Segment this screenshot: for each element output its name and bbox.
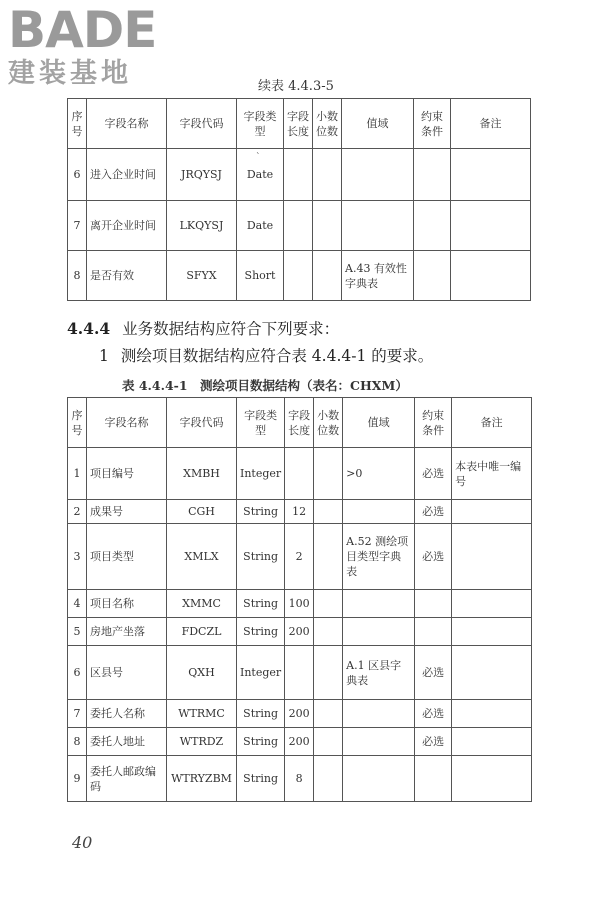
table-row: [68, 590, 532, 618]
table-row: [68, 500, 532, 524]
table-cell: [452, 524, 532, 590]
table-cell: 8: [68, 251, 87, 301]
table-cell: A.52 测绘项目类型字典表: [343, 524, 415, 590]
section-text: 业务数据结构应符合下列要求：: [122, 320, 340, 338]
header-cell: 约束条件: [414, 99, 451, 149]
table-cell: Date: [237, 201, 284, 251]
table-cell: 委托人地址: [87, 728, 167, 756]
table-row: [68, 646, 532, 700]
table-cell: [343, 756, 415, 802]
table-cell: [314, 590, 343, 618]
table-cell: 200: [285, 618, 314, 646]
table-cell: [415, 590, 452, 618]
header-cell: 字段名称: [87, 398, 167, 448]
table-cell: [343, 500, 415, 524]
table-cell: 200: [285, 728, 314, 756]
table-cell: [452, 646, 532, 700]
table-cell: [314, 524, 343, 590]
page-number: 40: [72, 833, 93, 852]
table-b: [67, 397, 532, 802]
table-cell: String: [237, 618, 285, 646]
table-a-caption: 续表 4.4.3-5: [258, 79, 334, 94]
table-cell: [343, 700, 415, 728]
header-row: [68, 99, 531, 149]
table-cell: CGH: [167, 500, 237, 524]
mark-tick: ˋ: [256, 153, 261, 163]
table-cell: 房地产坐落: [87, 618, 167, 646]
table-cell: A.1 区县字典表: [343, 646, 415, 700]
header-cell: 序号: [68, 398, 87, 448]
table-cell: String: [237, 500, 285, 524]
table-cell: 2: [285, 524, 314, 590]
logo-subtext: 建装基地: [8, 58, 132, 89]
table-cell: [451, 251, 531, 301]
section-heading: [67, 317, 339, 339]
header-cell: 序号: [68, 99, 87, 149]
table-cell: 8: [285, 756, 314, 802]
table-cell: [452, 756, 532, 802]
table-cell: [414, 201, 451, 251]
table-cell: [343, 590, 415, 618]
table-cell: 6: [68, 646, 87, 700]
table-cell: Integer: [237, 448, 285, 500]
header-cell: 值域: [342, 99, 414, 149]
table-cell: WTRYZBM: [167, 756, 237, 802]
section-number: 4.4.4: [67, 319, 111, 338]
table-cell: 本表中唯一编号: [452, 448, 532, 500]
table-cell: [451, 201, 531, 251]
table-cell: [342, 149, 414, 201]
table-cell: [284, 149, 313, 201]
header-cell: 字段名称: [87, 99, 167, 149]
table-cell: [313, 149, 342, 201]
table-cell: 是否有效: [87, 251, 167, 301]
table-cell: [314, 448, 343, 500]
table-row: [68, 251, 531, 301]
header-cell: 约束条件: [415, 398, 452, 448]
table-cell: 项目类型: [87, 524, 167, 590]
section-item: [99, 344, 433, 366]
table-cell: [452, 700, 532, 728]
table-cell: 12: [285, 500, 314, 524]
table-cell: 必选: [415, 646, 452, 700]
table-cell: 必选: [415, 448, 452, 500]
table-row: [68, 149, 531, 201]
table-cell: [285, 646, 314, 700]
header-cell: 字段代码: [167, 398, 237, 448]
header-cell: 小数位数: [313, 99, 342, 149]
table-cell: 必选: [415, 700, 452, 728]
header-cell: 字段类型: [237, 99, 284, 149]
header-cell: 字段代码: [167, 99, 237, 149]
table-cell: 必选: [415, 728, 452, 756]
table-cell: [414, 251, 451, 301]
table-cell: [452, 618, 532, 646]
table-cell: LKQYSJ: [167, 201, 237, 251]
table-b-caption: 表 4.4.4-1 测绘项目数据结构（表名：CHXM）: [122, 378, 408, 393]
table-cell: [313, 201, 342, 251]
table-cell: 项目编号: [87, 448, 167, 500]
table-cell: [342, 201, 414, 251]
table-cell: [415, 618, 452, 646]
header-row: [68, 398, 532, 448]
table-cell: 8: [68, 728, 87, 756]
item-text: 测绘项目数据结构应符合表 4.4.4-1 的要求。: [120, 347, 434, 365]
table-cell: [314, 500, 343, 524]
table-cell: [452, 590, 532, 618]
table-cell: 委托人邮政编码: [87, 756, 167, 802]
table-row: [68, 618, 532, 646]
logo-text: BADE: [8, 1, 157, 59]
table-cell: 项目名称: [87, 590, 167, 618]
table-cell: 1: [68, 448, 87, 500]
table-cell: 3: [68, 524, 87, 590]
table-cell: 成果号: [87, 500, 167, 524]
table-cell: 7: [68, 201, 87, 251]
table-cell: [313, 251, 342, 301]
table-row: [68, 201, 531, 251]
table-cell: 必选: [415, 524, 452, 590]
table-cell: [451, 149, 531, 201]
table-cell: A.43 有效性字典表: [342, 251, 414, 301]
table-cell: 离开企业时间: [87, 201, 167, 251]
table-cell: 进入企业时间: [87, 149, 167, 201]
table-cell: String: [237, 590, 285, 618]
table-row: [68, 448, 532, 500]
table-cell: 4: [68, 590, 87, 618]
table-cell: 5: [68, 618, 87, 646]
table-cell: 100: [285, 590, 314, 618]
table-cell: >0: [343, 448, 415, 500]
table-row: [68, 524, 532, 590]
table-cell: String: [237, 524, 285, 590]
table-cell: [314, 756, 343, 802]
table-cell: String: [237, 756, 285, 802]
table-cell: String: [237, 700, 285, 728]
header-cell: 小数位数: [314, 398, 343, 448]
table-cell: [314, 700, 343, 728]
table-cell: [285, 448, 314, 500]
table-cell: [284, 201, 313, 251]
table-cell: XMLX: [167, 524, 237, 590]
header-cell: 备注: [451, 99, 531, 149]
table-cell: [343, 728, 415, 756]
logo: [8, 1, 183, 92]
table-cell: 200: [285, 700, 314, 728]
table-row: [68, 700, 532, 728]
table-cell: JRQYSJ: [167, 149, 237, 201]
table-cell: 区县号: [87, 646, 167, 700]
table-cell: WTRDZ: [167, 728, 237, 756]
table-cell: [314, 728, 343, 756]
table-cell: 2: [68, 500, 87, 524]
header-cell: 字段类型: [237, 398, 285, 448]
table-cell: 必选: [415, 500, 452, 524]
table-row: [68, 728, 532, 756]
table-cell: SFYX: [167, 251, 237, 301]
table-cell: Integer: [237, 646, 285, 700]
table-cell: [414, 149, 451, 201]
table-cell: XMBH: [167, 448, 237, 500]
table-cell: [314, 618, 343, 646]
table-cell: 9: [68, 756, 87, 802]
table-cell: [284, 251, 313, 301]
table-cell: FDCZL: [167, 618, 237, 646]
table-cell: QXH: [167, 646, 237, 700]
table-cell: WTRMC: [167, 700, 237, 728]
header-cell: 字段长度: [285, 398, 314, 448]
table-cell: Short: [237, 251, 284, 301]
table-cell: 6: [68, 149, 87, 201]
table-a: [67, 98, 531, 301]
header-cell: 备注: [452, 398, 532, 448]
table-cell: Date: [237, 149, 284, 201]
table-cell: [415, 756, 452, 802]
table-cell: 7: [68, 700, 87, 728]
table-cell: [452, 500, 532, 524]
table-row: [68, 756, 532, 802]
table-cell: [343, 618, 415, 646]
table-cell: 委托人名称: [87, 700, 167, 728]
table-cell: [452, 728, 532, 756]
table-cell: String: [237, 728, 285, 756]
header-cell: 字段长度: [284, 99, 313, 149]
table-cell: XMMC: [167, 590, 237, 618]
header-cell: 值域: [343, 398, 415, 448]
item-number: 1: [99, 347, 109, 365]
table-cell: [314, 646, 343, 700]
